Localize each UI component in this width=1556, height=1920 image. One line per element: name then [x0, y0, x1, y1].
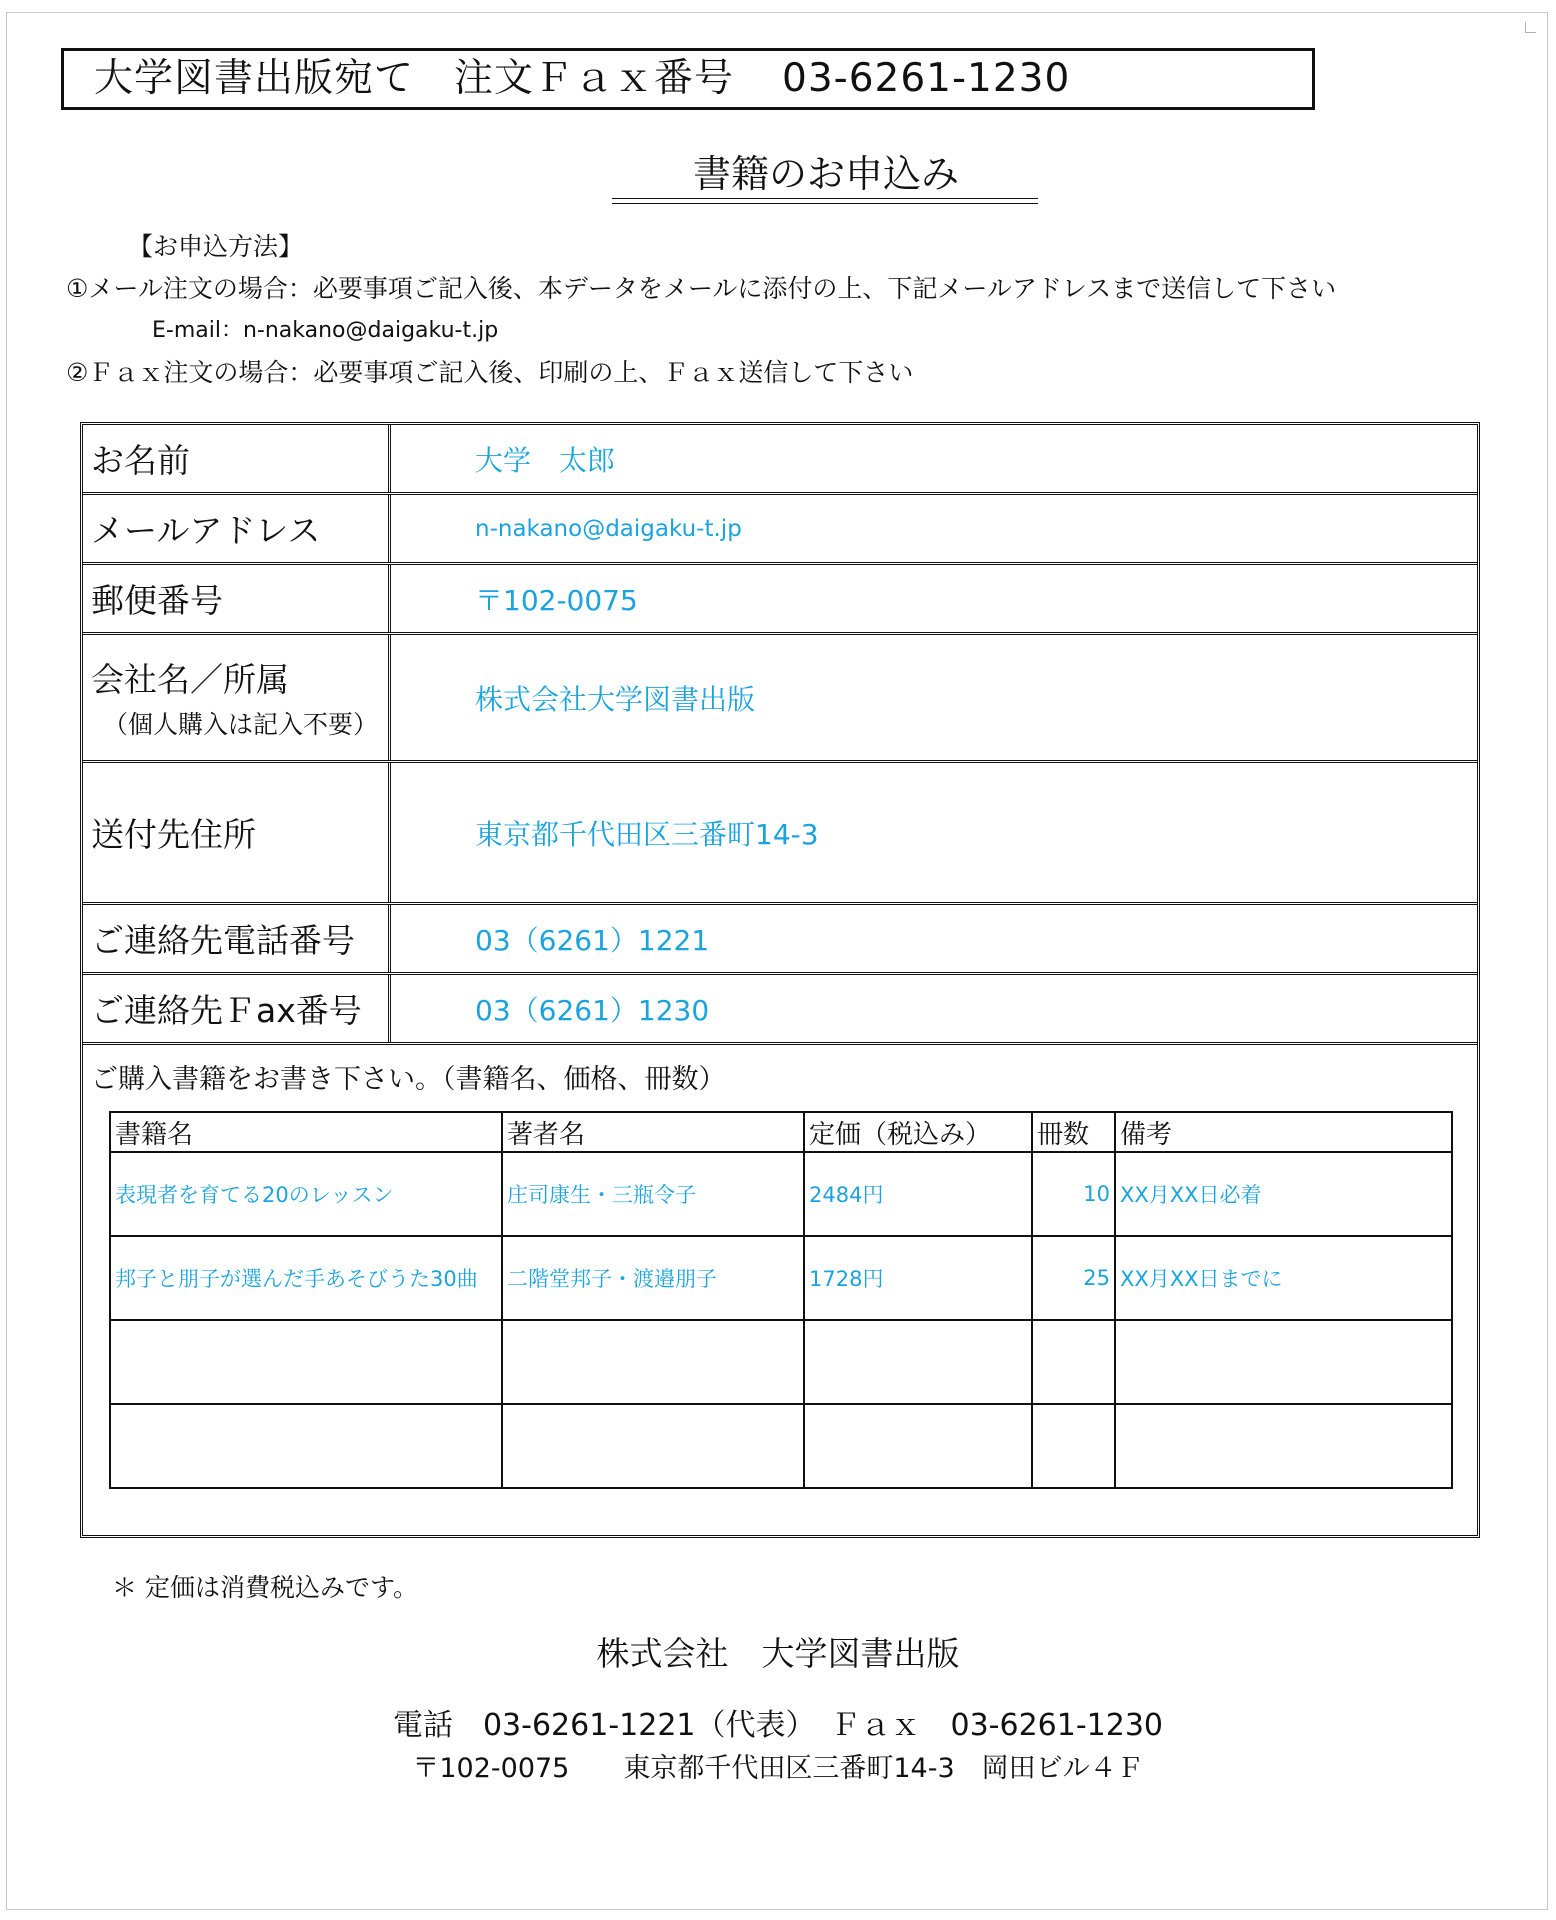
col-header-author: 著者名 [502, 1112, 804, 1152]
table-row [110, 1236, 1452, 1320]
name-field[interactable]: 大学 太郎 [475, 443, 616, 477]
fax-banner-number: 03-6261-1230 [782, 56, 1071, 101]
book-title-cell[interactable] [110, 1404, 502, 1488]
form-row-address [83, 763, 1477, 905]
table-row [110, 1320, 1452, 1404]
book-price-cell[interactable]: 1728円 [804, 1236, 1032, 1320]
tax-footnote: ＊ 定価は消費税込みです。 [112, 1573, 418, 1602]
instructions-email: E-mail：n-nakano@daigaku-t.jp [152, 318, 499, 343]
book-qty-cell[interactable]: 25 [1032, 1236, 1115, 1320]
instructions [66, 226, 1336, 394]
fax-banner [61, 48, 1315, 110]
fax-field[interactable]: 03（6261）1230 [475, 993, 710, 1027]
table-row [110, 1404, 1452, 1488]
book-price-cell[interactable] [804, 1404, 1032, 1488]
book-note-cell[interactable]: XX月XX日までに [1115, 1236, 1452, 1320]
book-author-cell[interactable]: 二階堂邦子・渡邉朋子 [502, 1236, 804, 1320]
page-corner-mark [1525, 22, 1536, 33]
title-underline [612, 198, 1038, 204]
book-qty-cell[interactable] [1032, 1320, 1115, 1404]
book-price-cell[interactable] [804, 1320, 1032, 1404]
form-row-name [83, 425, 1477, 495]
col-header-note: 備考 [1115, 1112, 1452, 1152]
col-header-qty: 冊数 [1032, 1112, 1115, 1152]
fax-label: ご連絡先Ｆax番号 [83, 975, 391, 1042]
name-label: お名前 [83, 425, 391, 492]
tel-field[interactable]: 03（6261）1221 [475, 923, 710, 957]
book-qty-cell[interactable] [1032, 1404, 1115, 1488]
address-field[interactable]: 東京都千代田区三番町14-3 [475, 817, 819, 851]
form-row-tel [83, 905, 1477, 975]
form-row-fax [83, 975, 1477, 1045]
book-author-cell[interactable] [502, 1404, 804, 1488]
book-qty-cell[interactable]: 10 [1032, 1152, 1115, 1236]
book-price-cell[interactable]: 2484円 [804, 1152, 1032, 1236]
form-row-email [83, 495, 1477, 565]
book-title-cell[interactable]: 邦子と朋子が選んだ手あそびうた30曲 [110, 1236, 502, 1320]
footer-company-name: 株式会社 大学図書出版 [596, 1634, 960, 1673]
book-title-cell[interactable] [110, 1320, 502, 1404]
books-table [109, 1111, 1453, 1489]
email-label: メールアドレス [83, 495, 391, 562]
zip-label: 郵便番号 [83, 565, 391, 632]
book-author-cell[interactable]: 庄司康生・三瓶令子 [502, 1152, 804, 1236]
fax-banner-label: 大学図書出版宛て 注文Ｆａｘ番号 [94, 56, 735, 101]
instructions-heading: 【お申込方法】 [128, 232, 304, 261]
book-title-cell[interactable]: 表現者を育てる20のレッスン [110, 1152, 502, 1236]
company-label-group [83, 635, 391, 760]
form-row-company [83, 635, 1477, 763]
email-field[interactable]: n-nakano@daigaku-t.jp [475, 515, 742, 542]
book-note-cell[interactable]: XX月XX日必着 [1115, 1152, 1452, 1236]
form-row-zip [83, 565, 1477, 635]
table-row [110, 1152, 1452, 1236]
books-header-row [110, 1112, 1452, 1152]
company-field[interactable]: 株式会社大学図書出版 [475, 682, 756, 716]
footer-address: 〒102-0075 東京都千代田区三番町14-3 岡田ビル４Ｆ [412, 1753, 1144, 1784]
zip-field[interactable]: 〒102-0075 [475, 583, 638, 617]
instructions-fax: ②Ｆａｘ注文の場合：必要事項ご記入後、印刷の上、Ｆａｘ送信して下さい [66, 358, 914, 387]
company-label: 会社名／所属 [91, 660, 289, 699]
book-note-cell[interactable] [1115, 1320, 1452, 1404]
book-author-cell[interactable] [502, 1320, 804, 1404]
book-note-cell[interactable] [1115, 1404, 1452, 1488]
tel-label: ご連絡先電話番号 [83, 905, 391, 972]
footer-contact: 電話 03-6261-1221（代表） Ｆａｘ 03-6261-1230 [392, 1708, 1164, 1743]
company-sublabel: （個人購入は記入不要） [103, 710, 379, 739]
page-title: 書籍のお申込み [692, 152, 959, 196]
instructions-mail: ①メール注文の場合：必要事項ご記入後、本データをメールに添付の上、下記メールアドレスまで送信して下さい [66, 274, 1337, 303]
books-caption: ご購入書籍をお書き下さい。（書籍名、価格、冊数） [91, 1064, 726, 1095]
col-header-price: 定価（税込み） [804, 1112, 1032, 1152]
col-header-title: 書籍名 [110, 1112, 502, 1152]
books-section [83, 1045, 1477, 1535]
address-label: 送付先住所 [83, 763, 391, 902]
order-form [80, 422, 1480, 1538]
